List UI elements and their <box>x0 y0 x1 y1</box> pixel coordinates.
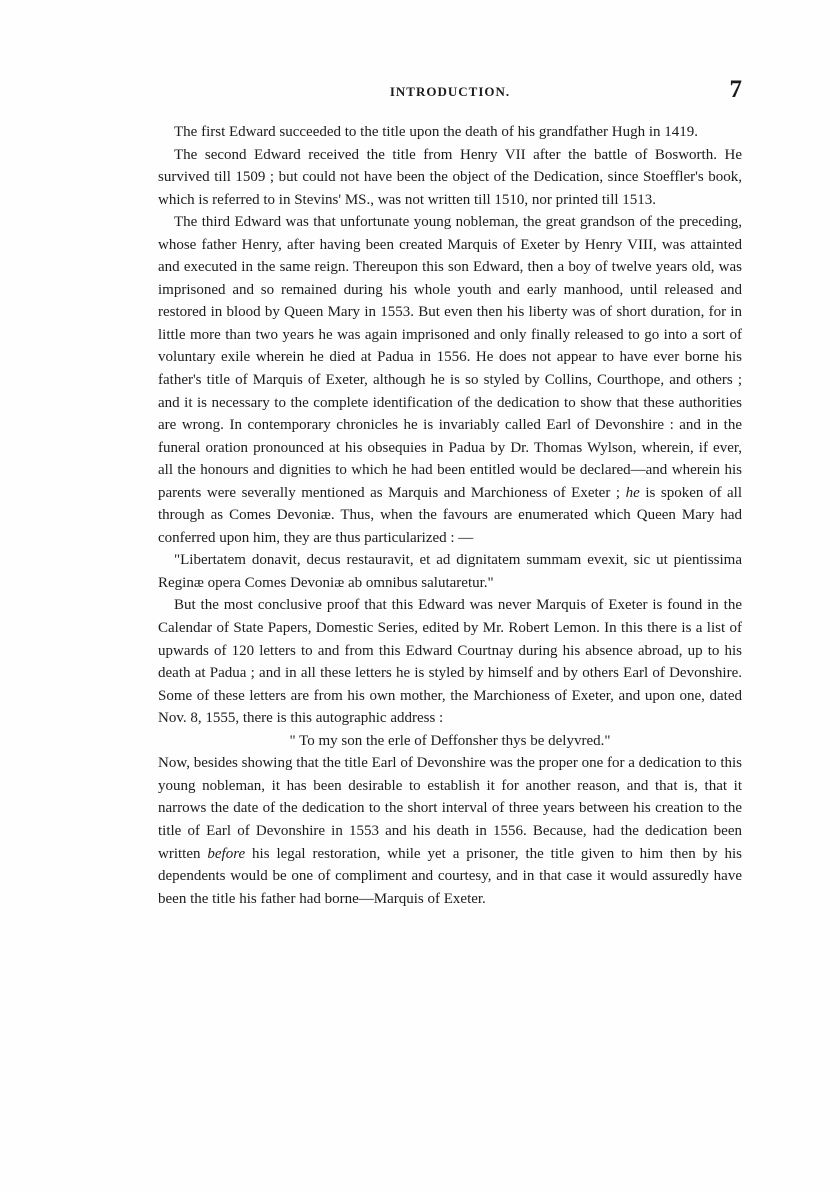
paragraph-third-edward <box>158 211 742 549</box>
paragraph-conclusive-proof: But the most conclusive proof that this Edward was never Marquis of Exeter is found in the Calendar of State Papers, Domestic Series, edited by Mr. Robert Lemon. In this there is a list of upwards of 120 letters to and from this Edward Courtnay during his absence abroad, up to his death at Padua ; and in all these letters he is styled by himself and by others Earl of Devonshire. Some of these letters are from his own mother, the Marchioness of Exeter, and upon one, dated Nov. 8, 1555, there is this autographic address : <box>158 597 742 727</box>
paragraph-title-reasoning <box>158 752 742 910</box>
paragraph-first-edward: The first Edward succeeded to the title upon the death of his grandfather Hugh in 1419. <box>174 124 699 140</box>
latin-quotation: "Libertatem donavit, decus restauravit, et ad dignitatem summam evexit, sic ut pientissima Reginæ opera Comes Devoniæ ab omnibus salutaretur." <box>158 552 742 591</box>
page-header <box>158 78 742 108</box>
body-text <box>158 121 742 910</box>
running-head: INTRODUCTION. <box>389 84 511 99</box>
paragraph-third-edward-part-2: is spoken of all through as Comes Devoniæ. Thus, when the favours are enumerated which Queen Mary had conferred upon him, they are thus particularized : — <box>158 484 743 546</box>
autographic-address-quote: " To my son the erle of Deffonsher thys be delyvred." <box>289 732 611 749</box>
paragraph-third-edward-part-1: The third Edward was that unfortunate young nobleman, the great grandson of the preceding, whose father Henry, after having been created Marquis of Exeter by Henry VIII, was attainted and executed in the same reign. Thereupon this son Edward, then a boy of twelve years old, was imprisoned and so remained during his whole youth and early manhood, until released and restored in blood by Queen Mary in 1553. But even then his liberty was of short duration, for in little more than two years he was again imprisoned and only finally released to go into a sort of voluntary exile wherein he died at Padua in 1556. He does not appear to have ever borne his father's title of Marquis of Exeter, although he is so styled by Collins, Courthope, and others ; and it is necessary to the complete identification of the dedication to show that these authorities are wrong. In contemporary chronicles he is invariably called Earl of Devonshire : and in the funeral oration pronounced at his obsequies in Padua by Dr. Thomas Wylson, wherein, if ever, all the honours and dignities to which he had been entitled would be declared—and wherein his parents were severally mentioned as Marquis and Marchioness of Exeter ; <box>158 214 742 501</box>
paragraph-title-reasoning-part-2: his legal restoration, while yet a prisoner, the title given to him then by his dependents would be one of compliment and courtesy, and in that case it would assuredly have been the title his father had borne—Marquis of Exeter. <box>158 845 742 907</box>
paragraph-title-reasoning-part-1: Now, besides showing that the title Earl of Devonshire was the proper one for a dedication to this young nobleman, it has been desirable to establish it for another reason, and that is, that it narrows the date of the dedication to the short interval of three years between his creation to the title of Earl of Devonshire in 1553 and his death in 1556. Because, had the dedication been written <box>158 755 742 862</box>
emphasis-he: he <box>625 484 640 501</box>
emphasis-before: before <box>207 845 246 862</box>
paragraph-second-edward: The second Edward received the title from Henry VII after the battle of Bosworth. He survived till 1509 ; but could not have been the object of the Dedication, since Stoeffler's book, which is referred to in Stevins' MS., was not written till 1510, nor printed till 1513. <box>158 146 742 208</box>
page-number: 7 <box>729 76 742 103</box>
